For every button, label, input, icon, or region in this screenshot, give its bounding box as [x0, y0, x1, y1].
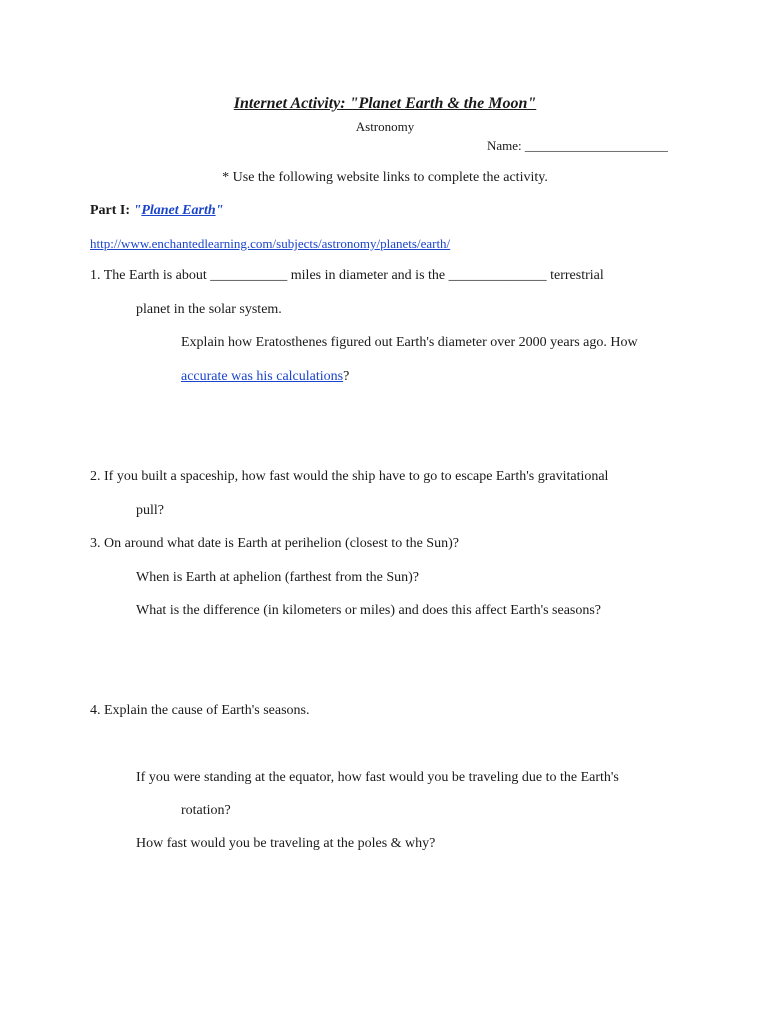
question-1-continued: planet in the solar system. — [136, 302, 282, 317]
question-1-sub: Explain how Eratosthenes figured out Earth's diameter over 2000 years ago. How — [181, 335, 638, 350]
question-mark: ? — [343, 369, 350, 384]
question-4-sub-2: How fast would you be traveling at the poles & why? — [136, 836, 436, 851]
question-4-sub-1-continued: rotation? — [181, 803, 231, 818]
part-prefix: Part I: — [90, 203, 134, 218]
instruction-text: * Use the following website links to complete the activity. — [222, 170, 548, 185]
question-4: 4. Explain the cause of Earth's seasons. — [90, 703, 310, 718]
page-title: Internet Activity: "Planet Earth & the Moon" — [233, 95, 537, 112]
part-title-quote-open: " — [133, 203, 142, 218]
subtitle: Astronomy — [355, 119, 415, 134]
question-1-sub-continued — [181, 368, 349, 386]
name-field: Name: ______________________ — [487, 138, 668, 153]
question-2: 2. If you built a spaceship, how fast would the ship have to go to escape Earth's gravitational — [90, 469, 609, 484]
question-4-sub-1: If you were standing at the equator, how fast would you be traveling due to the Earth's — [136, 770, 619, 785]
part-heading — [90, 202, 223, 220]
question-3-sub-2: What is the difference (in kilometers or miles) and does this affect Earth's seasons? — [136, 603, 602, 618]
question-3: 3. On around what date is Earth at perihelion (closest to the Sun)? — [90, 536, 459, 551]
question-2-continued: pull? — [136, 503, 164, 518]
part-title-quote-close: " — [215, 203, 224, 218]
question-3-sub-1: When is Earth at aphelion (farthest from the Sun)? — [136, 570, 420, 585]
earth-url-link[interactable]: http://www.enchantedlearning.com/subjects/astronomy/planets/earth/ — [90, 236, 451, 251]
accuracy-link[interactable]: accurate was his calculations — [181, 369, 344, 384]
planet-earth-link[interactable]: Planet Earth — [141, 203, 216, 218]
question-1: 1. The Earth is about ___________ miles in diameter and is the ______________ terrestrial — [90, 268, 604, 283]
